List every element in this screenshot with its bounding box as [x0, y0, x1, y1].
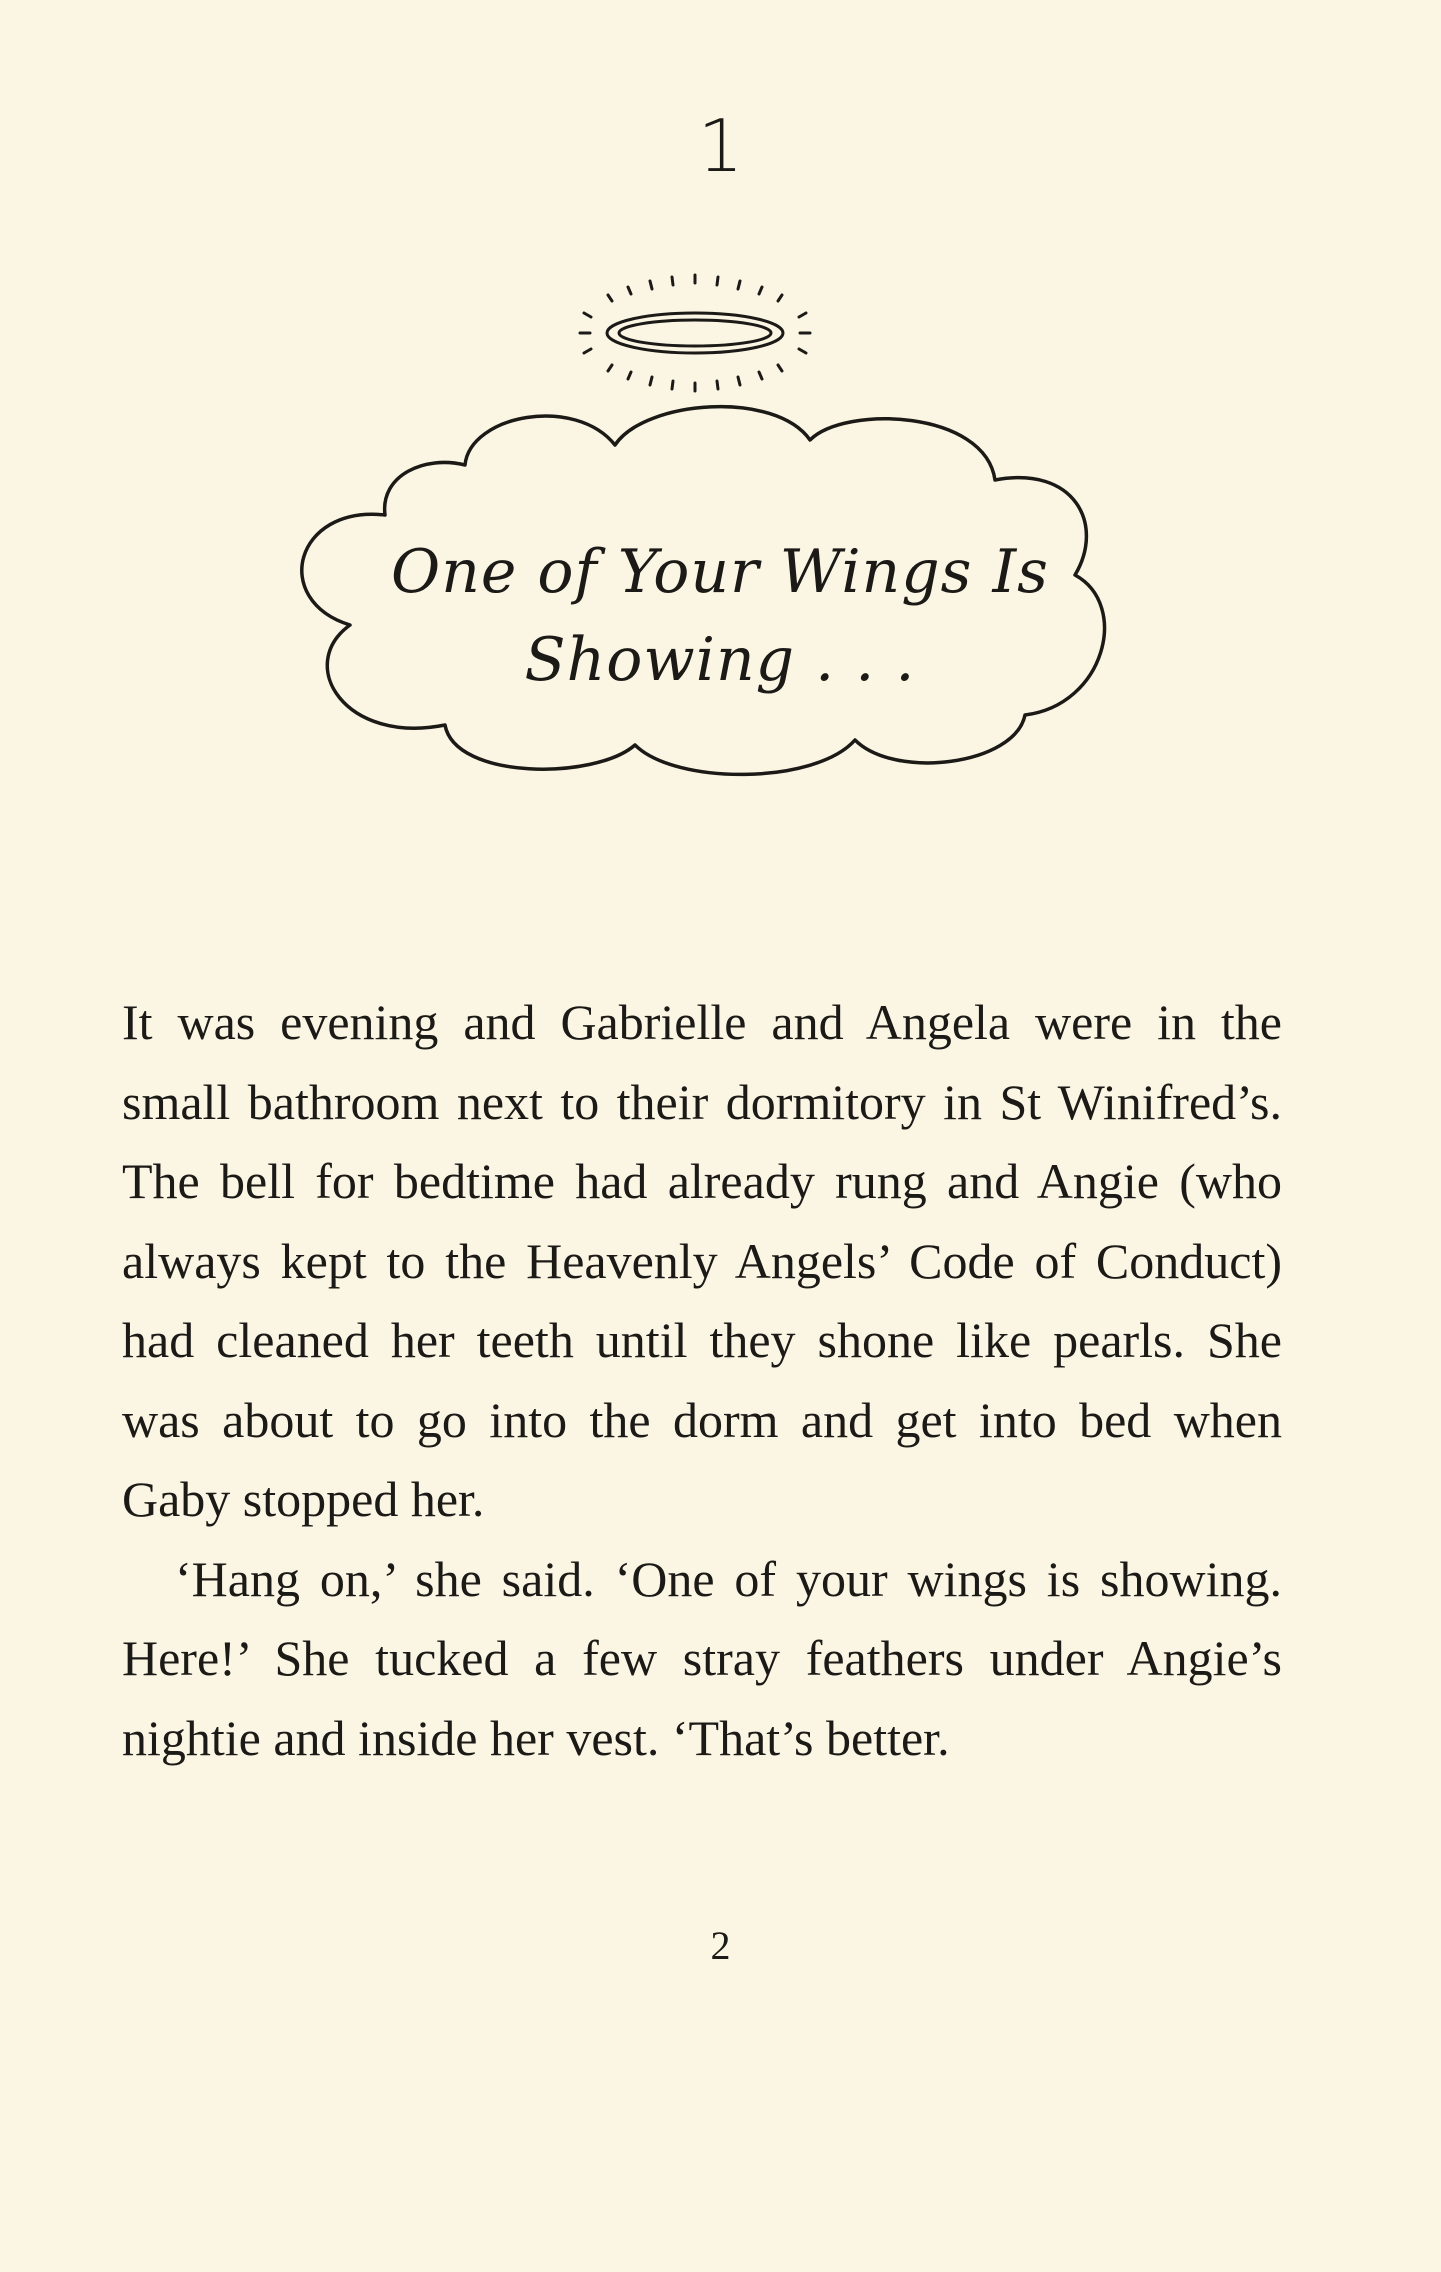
paragraph: ‘Hang on,’ she said. ‘One of your wings is showing. Here!’ She tucked a few stray feathers under Angie’s nightie and inside her vest. ‘That’s better. [122, 1550, 1282, 1766]
chapter-number: 1 [697, 104, 744, 188]
halo-icon [560, 265, 830, 395]
paragraph: It was evening and Gabrielle and Angela were in the small bathroom next to their dormitory in St Winifred’s. The bell for bedtime had already rung and Angie (who always kept to the Heavenly Angels’ Code of Conduct) had cleaned her teeth until they shone like pearls. She was about to go into the dorm and get into bed when Gaby stopped her. [122, 994, 1282, 1527]
body-text [122, 983, 1282, 1778]
chapter-title: One of Your Wings Is Showing . . . [391, 537, 1049, 695]
page-number: 2 [710, 1923, 731, 1968]
